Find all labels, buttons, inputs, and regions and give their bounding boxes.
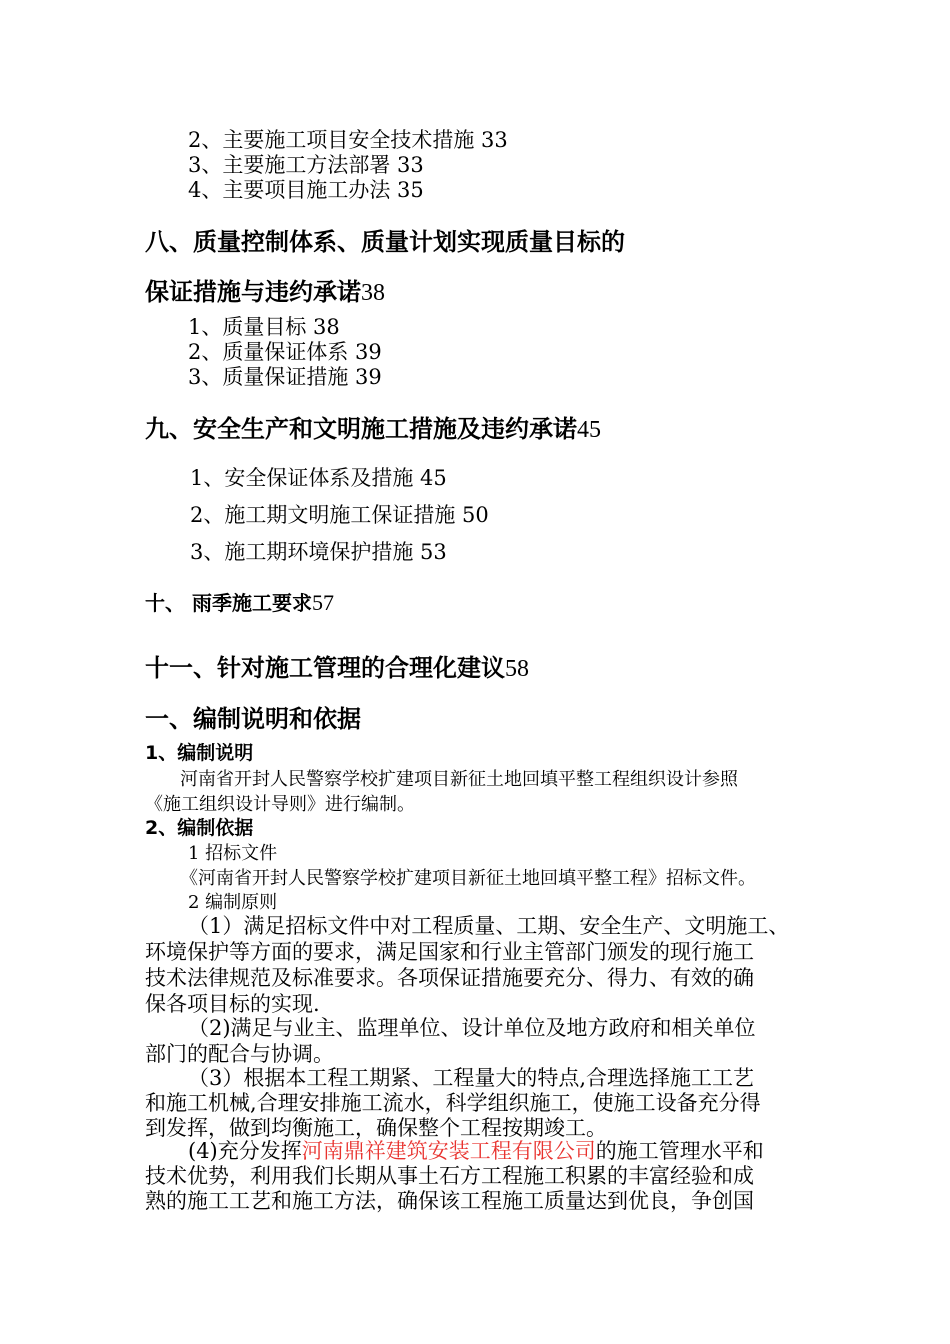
company-name-highlight: 河南鼎祥建筑安装工程有限公司 <box>301 1139 596 1163</box>
toc-item: 2、施工期文明施工保证措施 50 <box>190 503 489 527</box>
toc-item: 2、主要施工项目安全技术措施 33 <box>188 128 508 152</box>
paragraph-line: 《施工组织设计导则》进行编制。 <box>145 794 415 815</box>
toc-item: 4、主要项目施工办法 35 <box>188 178 424 202</box>
paragraph-line: 和施工机械,合理安排施工流水，科学组织施工，使施工设备充分得 <box>145 1091 761 1115</box>
paragraph-text: 的施工管理水平和 <box>595 1139 764 1163</box>
toc-page-number: 45 <box>577 417 601 443</box>
item-title: 1 招标文件 <box>188 843 278 864</box>
paragraph-line: 河南省开封人民警察学校扩建项目新征土地回填平整工程组织设计参照 <box>180 769 738 790</box>
toc-item: 1、安全保证体系及措施 45 <box>190 466 447 490</box>
paragraph-text: (4)充分发挥 <box>188 1139 302 1163</box>
paragraph-line: 部门的配合与协调。 <box>145 1042 334 1066</box>
toc-heading-11 <box>145 648 529 683</box>
toc-heading-text: 十一、针对施工管理的合理化建议 <box>145 654 505 682</box>
item-title: 2 编制原则 <box>188 892 278 913</box>
toc-heading-8: 八、质量控制体系、质量计划实现质量目标的 <box>145 228 625 256</box>
toc-item: 3、施工期环境保护措施 53 <box>190 540 447 564</box>
paragraph-line: 技术法律规范及标准要求。各项保证措施要充分、得力、有效的确 <box>145 966 754 990</box>
toc-page-number: 57 <box>311 590 334 615</box>
toc-heading-9 <box>145 409 601 444</box>
toc-heading-text: 保证措施与违约承诺 <box>145 278 361 306</box>
paragraph-line: 技术优势，利用我们长期从事土石方工程施工积累的丰富经验和成 <box>145 1164 754 1188</box>
toc-item: 2、质量保证体系 39 <box>188 340 382 364</box>
paragraph-line: （1）满足招标文件中对工程质量、工期、安全生产、文明施工、 <box>188 914 790 938</box>
paragraph-line: 熟的施工工艺和施工方法，确保该工程施工质量达到优良，争创国 <box>145 1189 754 1213</box>
paragraph-line: （3）根据本工程工期紧、工程量大的特点,合理选择施工工艺 <box>188 1066 755 1090</box>
subsection-title: 2、编制依据 <box>145 817 254 839</box>
paragraph-line: 保各项目标的实现. <box>145 992 320 1016</box>
toc-heading-text: 十、 雨季施工要求 <box>145 591 312 615</box>
toc-page-number: 58 <box>505 656 529 682</box>
subsection-title: 1、编制说明 <box>145 742 254 764</box>
toc-item: 3、质量保证措施 39 <box>188 365 382 389</box>
toc-page-number: 38 <box>361 280 385 306</box>
section-title: 一、编制说明和依据 <box>145 705 361 733</box>
toc-heading-10 <box>145 587 334 616</box>
toc-heading-text: 九、安全生产和文明施工措施及违约承诺 <box>145 415 577 443</box>
toc-item: 1、质量目标 38 <box>188 315 340 339</box>
paragraph-line: （2)满足与业主、监理单位、设计单位及地方政府和相关单位 <box>188 1016 756 1040</box>
paragraph-line: 环境保护等方面的要求，满足国家和行业主管部门颁发的现行施工 <box>145 940 754 964</box>
toc-heading-8-cont <box>145 272 385 307</box>
toc-item: 3、主要施工方法部署 33 <box>188 153 424 177</box>
paragraph-line: 《河南省开封人民警察学校扩建项目新征土地回填平整工程》招标文件。 <box>180 868 756 889</box>
paragraph-line: 到发挥，做到均衡施工，确保整个工程按期竣工。 <box>145 1116 607 1140</box>
